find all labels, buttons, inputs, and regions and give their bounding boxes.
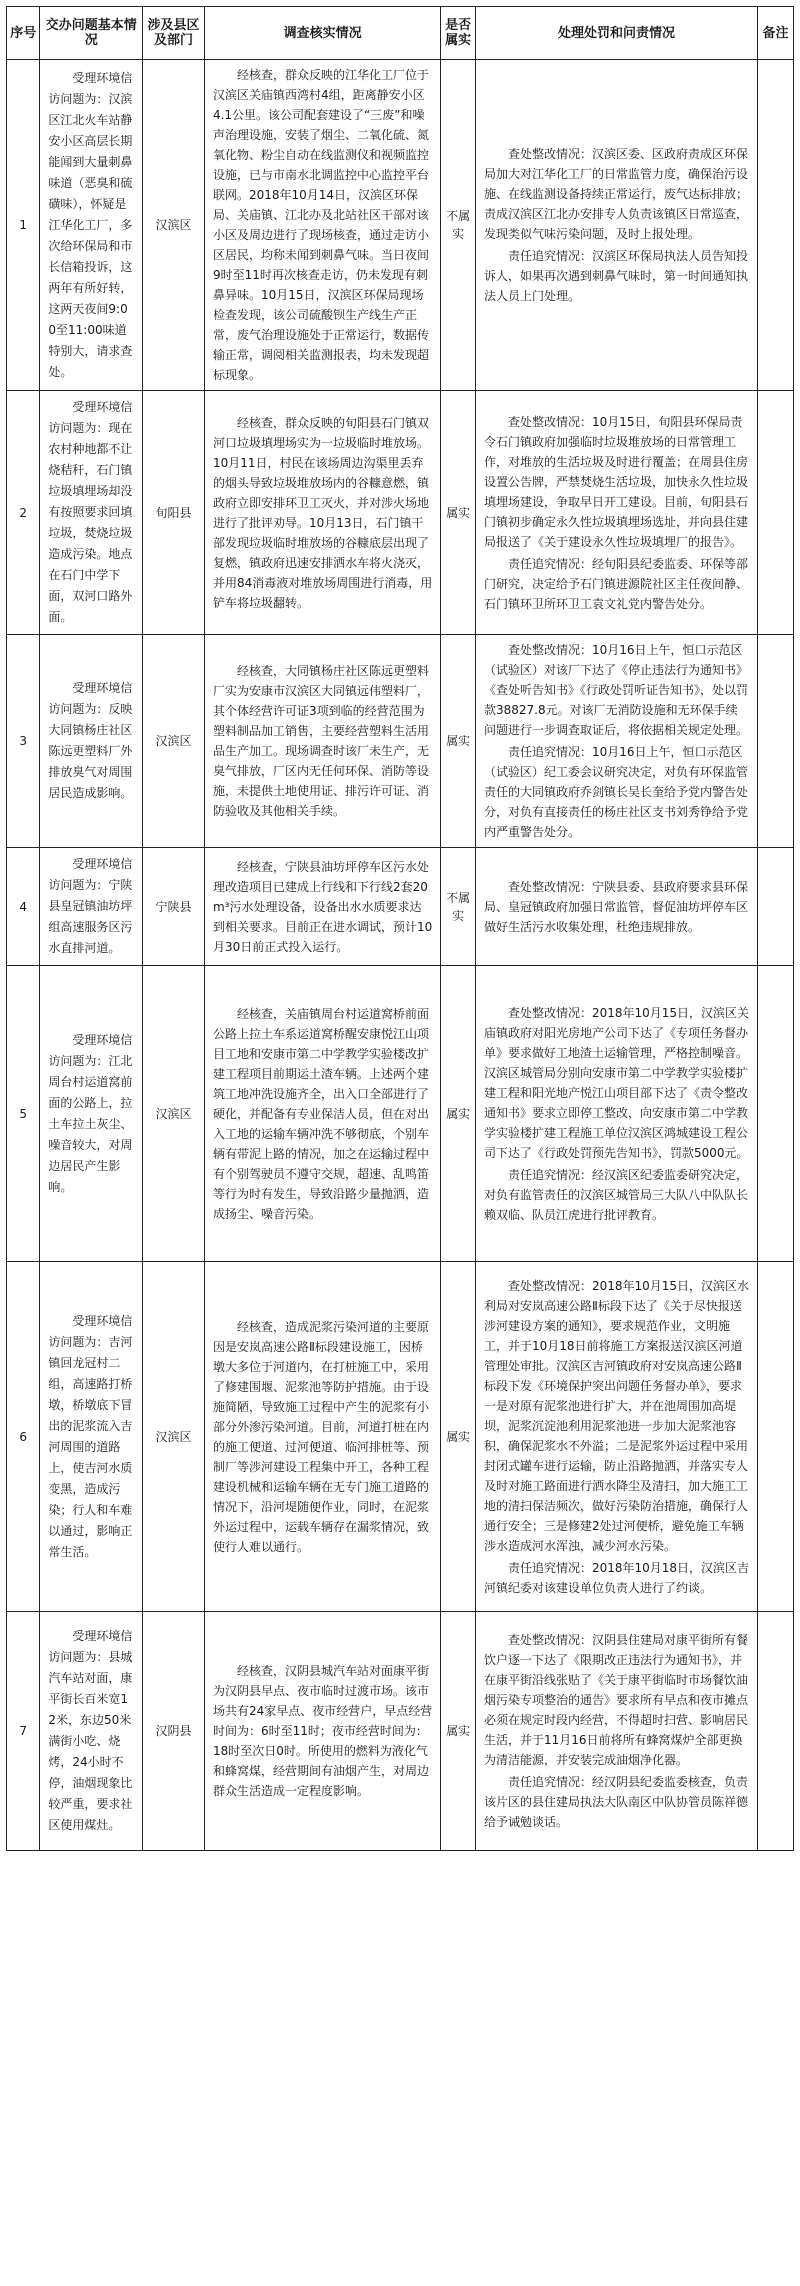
row-verify	[204, 391, 440, 635]
handle-accountability: 责任追究情况：经汉阴县纪委监委核查，负责该片区的县住建局执法大队南区中队协管员陈祥德给予诫勉谈话。	[483, 1775, 748, 1829]
row-no: 7	[7, 1612, 40, 1851]
row-dept: 汉滨区	[143, 635, 205, 848]
row-note	[758, 848, 794, 966]
verify-text: 经核查，群众反映的旬阳县石门镇双河口垃圾填埋场实为一垃圾临时堆放场。10月11日，村民在该场周边沟渠里丢弃的烟头导致垃圾堆放场内的谷糠意燃，镇政府立即安排环卫工灭火，并对涉火场地进行了批评劝导。10月13日，石门镇干部发现垃圾临时堆放场的谷糠底层出现了复燃，镇政府迅速安排洒水车将火浇灭，并用84消毒液对堆放场周围进行消毒，用铲车将垃圾翻转。	[212, 415, 433, 610]
handle-rectification: 查处整改情况：10月16日上午，恒口示范区（试验区）对该厂下达了《停止违法行为通知书》《查处听告知书》《行政处罚听证告知书》，处以罚款38827.8元。对该厂无消防设施和无环保手续问题进行一步调查取证后，将依据相关规定处理。	[483, 643, 748, 737]
row-verify	[204, 966, 440, 1262]
row-note	[758, 60, 794, 391]
verify-text: 经核查，造成泥浆污染河道的主要原因是安岚高速公路Ⅱ标段建设施工，因桥墩大多位于河道内，在打桩施工中，采用了修建围堰、泥浆池等防护措施。由于设施简陋，导致施工过程中产生的泥浆有小部分外渗污染河道。目前，河道打桩在内的施工便道、过河便道、临河排桩等、预制厂等涉河建设工程集中开工，各种工程建设机械和运输车辆在无专门施工道路的情况下，沿河堤随便作业，同时，在泥浆外运过程中，运载车辆存在漏浆情况，致使行人难以通行。	[212, 1319, 429, 1554]
row-confirmed: 属实	[441, 966, 476, 1262]
row-note	[758, 391, 794, 635]
table-header-row	[7, 7, 794, 60]
row-issue: 受理环境信访问题为：县城汽车站对面，康平街长百米宽12米，东边50米满街小吃、烧烤，24小时不停，油烟现象比较严重，要求社区使用煤灶。	[40, 1612, 143, 1851]
handle-accountability: 责任追究情况：汉滨区环保局执法人员告知投诉人，如果再次遇到刺鼻气味时，第一时间通知执法人员上门处理。	[483, 249, 748, 303]
handle-accountability: 责任追究情况：10月16日上午，恒口示范区（试验区）纪工委会议研究决定，对负有环保监管责任的大同镇政府乔剑镇长吴长奎给予党内警告处分，对负有直接责任的杨庄社区支书刘秀铮给予党内严重警告处分。	[483, 745, 748, 839]
header-confirmed: 是否属实	[441, 7, 476, 60]
row-dept: 汉滨区	[143, 966, 205, 1262]
row-handle	[475, 1612, 757, 1851]
inspection-report-sheet	[6, 6, 794, 1851]
handle-rectification: 查处整改情况：汉阴县住建局对康平街所有餐饮户逐一下达了《限期改正违法行为通知书》，并在康平街沿线张贴了《关于康平街临时市场餐饮油烟污染专项整治的通告》要求所有早点和夜市摊点必须在规定时段内经营，不得超时扫营、影响居民生活，并于11月16日前将所有蜂窝煤炉全部更换为清洁能源，并安装完成油烟净化器。	[483, 1633, 748, 1767]
row-handle	[475, 60, 757, 391]
table-row	[7, 60, 794, 391]
header-verify: 调查核实情况	[204, 7, 440, 60]
table-row	[7, 848, 794, 966]
row-verify	[204, 1612, 440, 1851]
verify-text: 经核查，大同镇杨庄社区陈远更塑料厂实为安康市汉滨区大同镇远伟塑料厂，其个体经营许可证3项到临的经营范围为塑料制品加工销售，主要经营塑料生活用品生产加工。现场调查时该厂未生产，无臭气排放，厂区内无任何环保、消防等设施，未提供土地使用证、排污许可证、消防验收及其他相关手续。	[212, 664, 429, 818]
table-row	[7, 635, 794, 848]
handle-rectification: 查处整改情况：汉滨区委、区政府责成区环保局加大对江华化工厂的日常监管力度，确保治污设施、在线监测设备持续正常运行，废气达标排放；责成汉滨区江北办安排专人负责该镇区日常巡查，发现类似气味污染问题，及时上报处理。	[483, 147, 748, 241]
handle-accountability: 责任追究情况：经汉滨区纪委监委研究决定，对负有监管责任的汉滨区城管局三大队八中队队长赖双临、队员江虎进行批评教育。	[483, 1167, 748, 1222]
row-verify	[204, 1262, 440, 1612]
handle-accountability: 责任追究情况：2018年10月18日，汉滨区吉河镇纪委对该建设单位负责人进行了约谈。	[483, 1560, 750, 1595]
row-no: 5	[7, 966, 40, 1262]
row-no: 2	[7, 391, 40, 635]
header-issue: 交办问题基本情况	[40, 7, 143, 60]
row-dept: 汉阴县	[143, 1612, 205, 1851]
header-handle: 处理处罚和问责情况	[475, 7, 757, 60]
row-handle	[475, 1262, 757, 1612]
verify-text: 经核查，汉阴县城汽车站对面康平街为汉阴县早点、夜市临时过渡市场。该市场共有24家早点、夜市经营户，早点经营时间为：6时至11时；夜市经营时间为：18时至次日0时。所使用的燃料为液化气和蜂窝煤，经营期间有油烟产生，对周边群众生活造成一定程度影响。	[212, 1664, 433, 1798]
table-row	[7, 966, 794, 1262]
header-no: 序号	[7, 7, 40, 60]
handle-rectification: 查处整改情况：2018年10月15日，汉滨区水利局对安岚高速公路Ⅱ标段下达了《关于尽快报送涉河建设方案的通知》，要求规范作业，文明施工，并于10月18日前将施工方案报送汉滨区河道管理处审批。汉滨区吉河镇政府对安岚高速公路Ⅱ标段下发《环境保护突出问题任务督办单》，要求一是对原有泥浆池进行扩大，并在池周围加高堤坝，泥浆沉淀池利用泥浆池进一步加大泥浆池容积，确保泥浆水不外溢；二是泥浆外运过程中采用封闭式罐车进行运输，防止沿路抛洒，并落实专人及时对施工路面进行洒水降尘及清扫，加大施工工地的清扫保洁频次，做好污染防治措施，确保行人通行安全；三是修建2处过河便桥，避免施工车辆涉水造成河水浑浊，减少河水污染。	[483, 1278, 750, 1553]
row-dept: 旬阳县	[143, 391, 205, 635]
row-verify	[204, 635, 440, 848]
row-no: 6	[7, 1262, 40, 1612]
row-note	[758, 635, 794, 848]
row-handle	[475, 391, 757, 635]
row-issue: 受理环境信访问题为：反映大同镇杨庄社区陈远更塑料厂外排放臭气对周围居民造成影响。	[40, 635, 143, 848]
table-row	[7, 1612, 794, 1851]
row-no: 4	[7, 848, 40, 966]
handle-rectification: 查处整改情况：2018年10月15日，汉滨区关庙镇政府对阳光房地产公司下达了《专项任务督办单》要求做好工地渣土运输管理，严格控制噪音。汉滨区城管局分别向安康市第二中学教学实验楼扩建工程和阳光地产悦江山项目部下达了《责令整改通知书》要求立即停工整改，向安康市第二中学教学实验楼扩建工程施工单位汉滨区鸿城建设工程公司下达了《行政处罚预先告知书》，罚款5000元。	[483, 1005, 750, 1160]
header-dept: 涉及县区及部门	[143, 7, 205, 60]
verify-text: 经核查，关庙镇周台村运道窝桥前面公路上拉土车系运道窝桥醒安康悦江山项目工地和安康市第二中学教学实验楼改扩建工程项目前期运土渣车辆。上述两个建筑工地冲洗设施齐全，出入口全部进行了硬化，并配备有专业保洁人员，但在对出入工地的运输车辆冲洗不够彻底，个别车辆有带泥上路的情况，加之在运输过程中有个别驾驶员不遵守交规，超速、乱鸣笛等行为时有发生，导致沿路少量抛洒，造成扬尘、噪音污染。	[212, 1006, 429, 1221]
row-dept: 汉滨区	[143, 1262, 205, 1612]
row-handle	[475, 848, 757, 966]
row-handle	[475, 635, 757, 848]
row-confirmed: 属实	[441, 1262, 476, 1612]
complaint-handling-table	[6, 6, 794, 1851]
row-note	[758, 1262, 794, 1612]
verify-text: 经核查，宁陕县油坊坪停车区污水处理改造项目已建成上行线和下行线2套20m³污水处理设备，设备出水水质要求达到相关要求。目前正在进水调试，预计10月30日前正式投入运行。	[212, 859, 433, 954]
row-issue: 受理环境信访问题为：江北周台村运道窝前面的公路上，拉土车拉土灰尘、噪音较大，对周边居民产生影响。	[40, 966, 143, 1262]
row-issue: 受理环境信访问题为：现在农村种地都不让烧秸秆，石门镇垃圾填埋场却没有按照要求回填垃圾，焚烧垃圾造成污染。地点在石门中学下面，双河口路外面。	[40, 391, 143, 635]
row-confirmed: 不属实	[441, 848, 476, 966]
row-dept: 宁陕县	[143, 848, 205, 966]
row-issue: 受理环境信访问题为：吉河镇回龙冠村二组，高速路打桥墩，桥墩底下冒出的泥浆流入吉河周围的道路上，使吉河水质变黑，造成污染；行人和车难以通过，影响正常生活。	[40, 1262, 143, 1612]
header-note: 备注	[758, 7, 794, 60]
row-confirmed: 属实	[441, 1612, 476, 1851]
row-note	[758, 966, 794, 1262]
row-confirmed: 属实	[441, 635, 476, 848]
row-issue: 受理环境信访问题为：汉滨区江北火车站静安小区高层长期能闻到大量刺鼻味道（恶臭和硫磺味），怀疑是江华化工厂，多次给环保局和市长信箱投诉，这两年有所好转，这两天夜间9:00至11:00味道特别大，请求查处。	[40, 60, 143, 391]
row-no: 1	[7, 60, 40, 391]
table-row	[7, 1262, 794, 1612]
table-row	[7, 391, 794, 635]
handle-rectification: 查处整改情况：宁陕县委、县政府要求县环保局、皇冠镇政府加强日常监管，督促油坊坪停车区做好生活污水收集处理，杜绝违规排放。	[483, 879, 748, 934]
row-issue: 受理环境信访问题为：宁陕县皇冠镇油坊坪组高速服务区污水直排河道。	[40, 848, 143, 966]
row-confirmed: 属实	[441, 391, 476, 635]
handle-accountability: 责任追究情况：经旬阳县纪委监委、环保等部门研究，决定给予石门镇进源院社区主任夜间静、石门镇环卫所环卫工袁文礼党内警告处分。	[483, 556, 748, 611]
handle-rectification: 查处整改情况：10月15日，旬阳县环保局责令石门镇政府加强临时垃圾堆放场的日常管理工作，对堆放的生活垃圾及时进行覆盖；在周县住房设置公告牌，严禁焚烧生活垃圾，加快永久性垃圾填埋场建设，争取早日开工建设。目前，旬阳县石门镇初步确定永久性垃圾填埋场选址，并向县住建局报送了《关于建设永久性垃圾填埋厂的报告》。	[483, 414, 748, 549]
row-confirmed: 不属实	[441, 60, 476, 391]
row-verify	[204, 848, 440, 966]
row-dept: 汉滨区	[143, 60, 205, 391]
verify-text: 经核查，群众反映的江华化工厂位于汉滨区关庙镇西湾村4组，距离静安小区4.1公里。该公司配套建设了“三废”和噪声治理设施，安装了烟尘、二氧化硫、氮氧化物、粉尘自动在线监测仪和视频监控设施，已与市南水北调监控中心监控平台联网。2018年10月14日，汉滨区环保局、关庙镇、江北办及北站社区干部对该小区及周边进行了现场核查，通过走访小区居民，均称未闻到刺鼻气味。当日夜间9时至11时再次核查走访，仍未发现有刺鼻异味。10月15日，汉滨区环保局现场检查发现，该公司硫酸钡生产线生产正常，废气治理设施处于正常运行，数据传输正常，调阅相关监测报表，均未发现超标现象。	[212, 68, 429, 382]
row-handle	[475, 966, 757, 1262]
row-note	[758, 1612, 794, 1851]
row-no: 3	[7, 635, 40, 848]
row-verify	[204, 60, 440, 391]
